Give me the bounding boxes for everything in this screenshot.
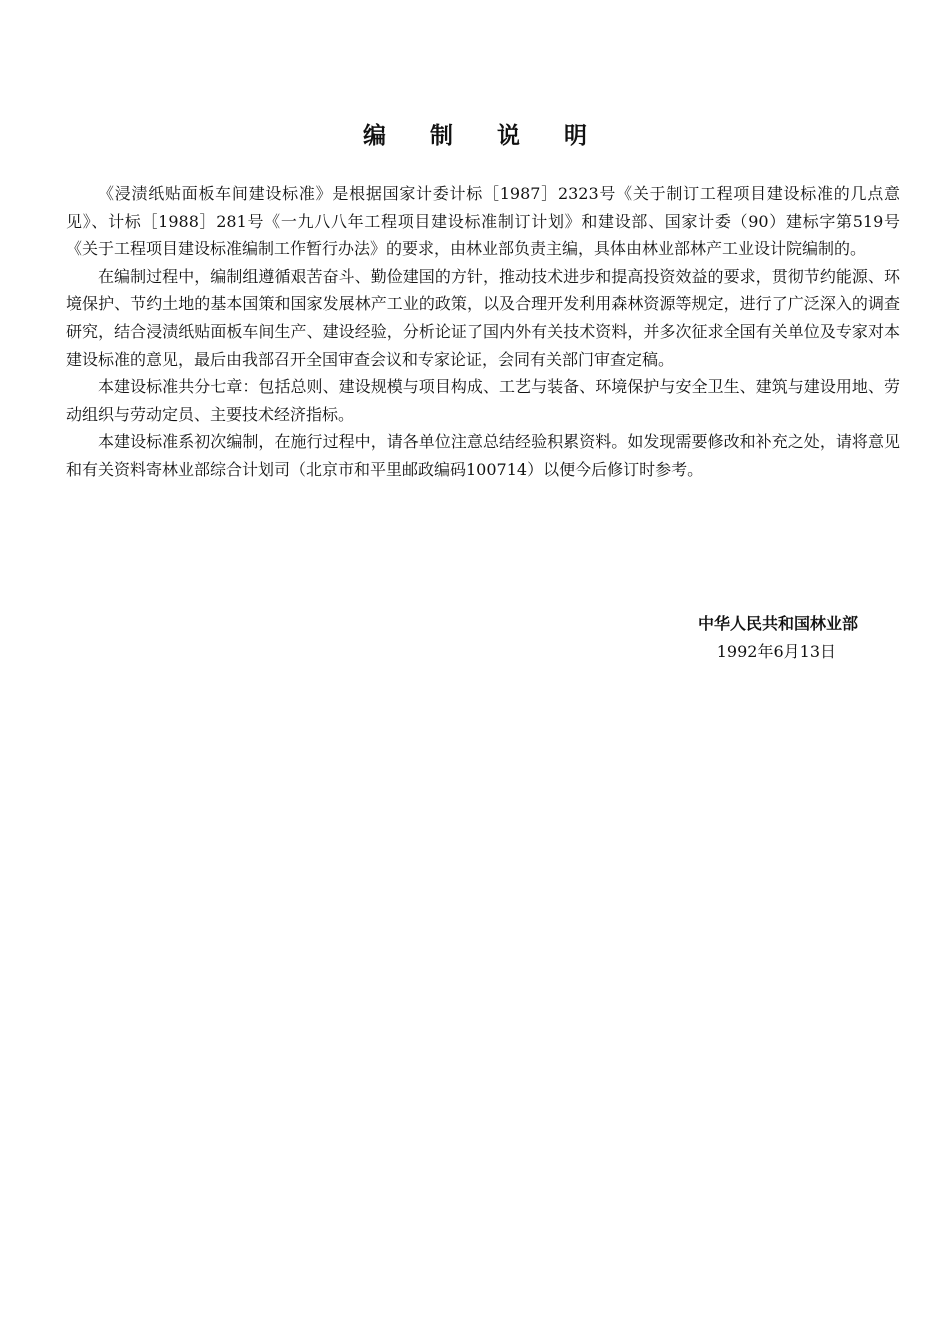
paragraph: 《浸渍纸贴面板车间建设标准》是根据国家计委计标［1987］2323号《关于制订工程项目建设标准的几点意见》、计标［1988］281号《一九八八年工程项目建设标准制订计划》和建设部、国家计委（90）建标字第519号《关于工程项目建设标准编制工作暂行办法》的要求，由林业部负责主编，具体由林业部林产工业设计院编制的。 <box>66 184 900 259</box>
signature-block <box>698 610 858 666</box>
signature-organization: 中华人民共和国林业部 <box>697 614 858 633</box>
paragraph: 本建设标准系初次编制，在施行过程中，请各单位注意总结经验积累资料。如发现需要修改和补充之处，请将意见和有关资料寄林业部综合计划司（北京市和平里邮政编码100714）以便今后修订时参考。 <box>66 432 900 479</box>
document-title: 编 制 说 明 <box>362 122 606 149</box>
signature-date: 1992年6月13日 <box>716 642 836 661</box>
paragraph: 在编制过程中，编制组遵循艰苦奋斗、勤俭建国的方针，推动技术进步和提高投资效益的要求，贯彻节约能源、环境保护、节约土地的基本国策和国家发展林产工业的政策，以及合理开发利用森林资源等规定，进行了广泛深入的调查研究，结合浸渍纸贴面板车间生产、建设经验，分析论证了国内外有关技术资料，并多次征求全国有关单位及专家对本建设标准的意见，最后由我部召开全国审查会议和专家论证，会同有关部门审查定稿。 <box>66 266 900 369</box>
document-body <box>66 180 900 484</box>
paragraph: 本建设标准共分七章：包括总则、建设规模与项目构成、工艺与装备、环境保护与安全卫生、建筑与建设用地、劳动组织与劳动定员、主要技术经济指标。 <box>66 377 900 424</box>
